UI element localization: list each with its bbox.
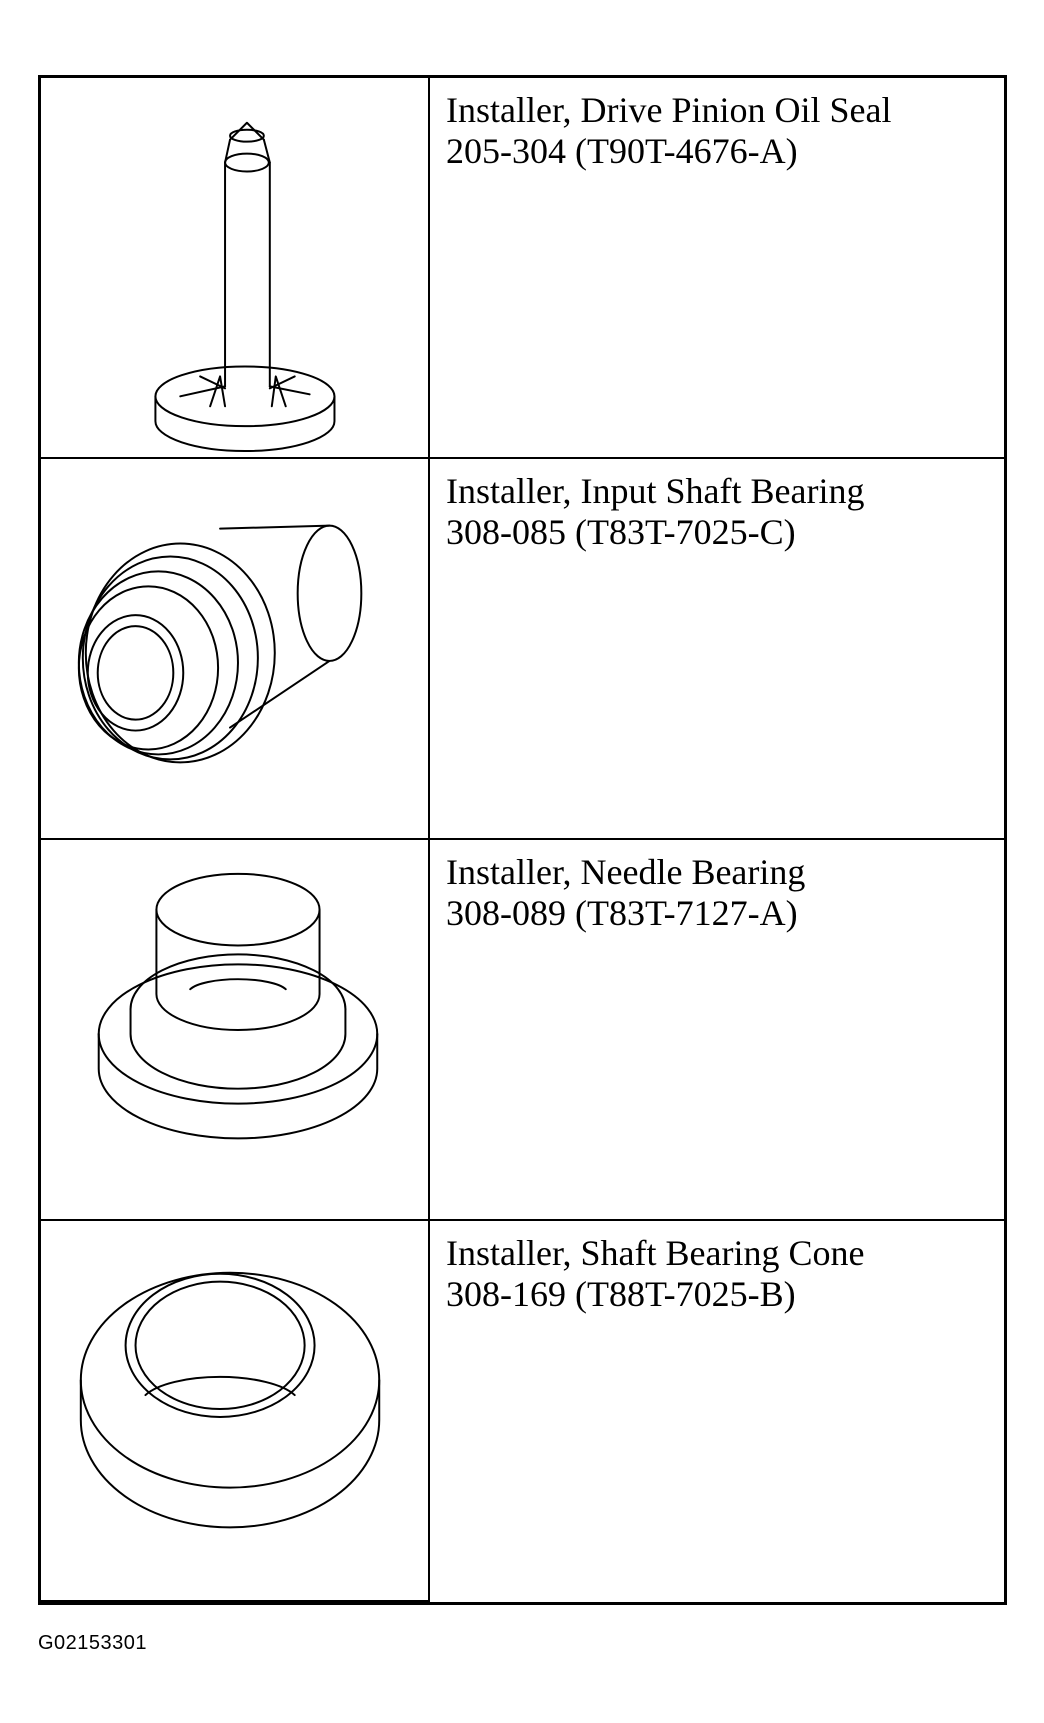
tool-name: Installer, Drive Pinion Oil Seal	[446, 90, 892, 130]
tool-number: 308-085 (T83T-7025-C)	[446, 512, 796, 552]
tool-illustration-needle-bearing-installer	[41, 840, 430, 1221]
tool-name: Installer, Shaft Bearing Cone	[446, 1233, 865, 1273]
shaft-bearing-cone-installer-drawing	[41, 1221, 428, 1600]
tool-illustration-drive-pinion-oil-seal-installer	[41, 78, 430, 459]
tool-number: 308-089 (T83T-7127-A)	[446, 893, 798, 933]
tool-description-drive-pinion-oil-seal-installer	[430, 78, 1004, 459]
tool-name: Installer, Needle Bearing	[446, 852, 806, 892]
tool-description-shaft-bearing-cone-installer	[430, 1221, 1004, 1602]
figure-id: G02153301	[38, 1632, 148, 1654]
tool-illustration-shaft-bearing-cone-installer	[41, 1221, 430, 1602]
drive-pinion-oil-seal-installer-drawing	[41, 78, 428, 457]
needle-bearing-installer-drawing	[41, 840, 428, 1219]
tool-number: 308-169 (T88T-7025-B)	[446, 1274, 796, 1314]
tool-illustration-input-shaft-bearing-installer	[41, 459, 430, 840]
tool-description-needle-bearing-installer	[430, 840, 1004, 1221]
special-tools-table	[38, 75, 1007, 1605]
tool-name: Installer, Input Shaft Bearing	[446, 471, 865, 511]
tool-description-input-shaft-bearing-installer	[430, 459, 1004, 840]
tool-number: 205-304 (T90T-4676-A)	[446, 131, 798, 171]
input-shaft-bearing-installer-drawing	[41, 459, 428, 838]
